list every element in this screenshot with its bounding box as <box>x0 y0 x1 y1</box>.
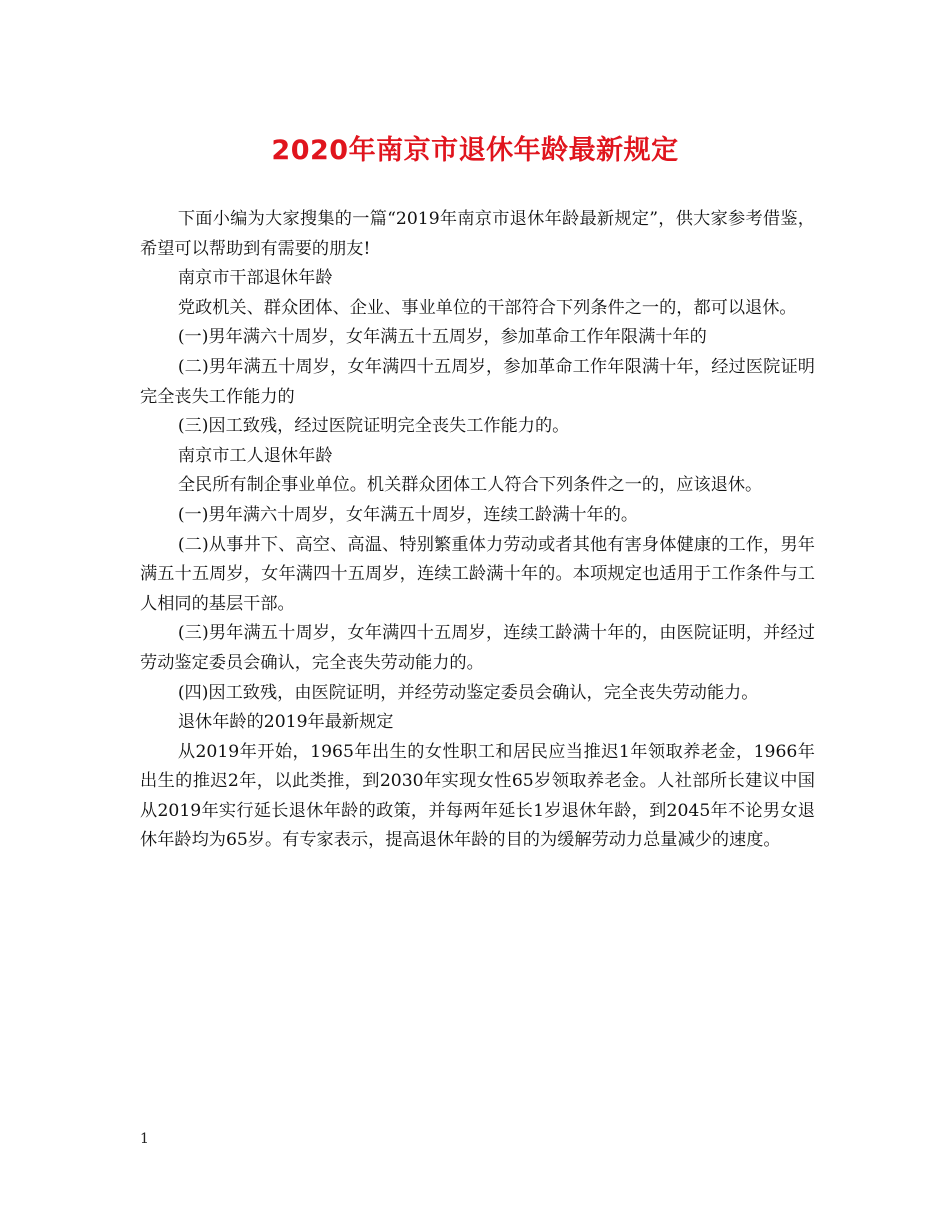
list-item: (四)因工致残，由医院证明，并经劳动鉴定委员会确认，完全丧失劳动能力。 <box>177 682 759 703</box>
list-item: (二)从事井下、高空、高温、特别繁重体力劳动或者其他有害身体健康的工作，男年满五十五周岁，女年满四十五周岁，连续工龄满十年的。本项规定也适用于工作条件与工人相同的基层干部。 <box>140 534 815 614</box>
paragraph: 从2019年开始，1965年出生的女性职工和居民应当推迟1年领取养老金，1966年出生的推迟2年，以此类推，到2030年实现女性65岁领取养老金。人社部所长建议中国从2019年实行延长退休年龄的政策，并每两年延长1岁退休年龄，到2045年不论男女退休年龄均为65岁。有专家表示，提高退休年龄的目的为缓解劳动力总量减少的速度。 <box>140 741 815 851</box>
section-heading-cadre: 南京市干部退休年龄 <box>177 268 333 289</box>
list-item: (一)男年满六十周岁，女年满五十五周岁，参加革命工作年限满十年的 <box>177 327 707 348</box>
intro-paragraph: 下面小编为大家搜集的一篇“2019年南京市退休年龄最新规定”，供大家参考借鉴，希望可以帮助到有需要的朋友! <box>140 209 815 259</box>
page-number: 1 <box>140 1131 149 1147</box>
list-item: (三)因工致残，经过医院证明完全丧失工作能力的。 <box>177 416 570 437</box>
document-title: 2020年南京市退休年龄最新规定 <box>271 135 679 166</box>
paragraph: 全民所有制企事业单位。机关群众团体工人符合下列条件之一的，应该退休。 <box>177 475 763 496</box>
document-body <box>140 205 815 856</box>
paragraph: 党政机关、群众团体、企业、事业单位的干部符合下列条件之一的，都可以退休。 <box>177 297 797 318</box>
list-item: (二)男年满五十周岁，女年满四十五周岁，参加革命工作年限满十年，经过医院证明完全丧失工作能力的 <box>140 356 815 407</box>
section-heading-2019: 退休年龄的2019年最新规定 <box>177 712 394 733</box>
list-item: (三)男年满五十周岁，女年满四十五周岁，连续工龄满十年的，由医院证明，并经过劳动鉴定委员会确认，完全丧失劳动能力的。 <box>140 623 815 673</box>
section-heading-worker: 南京市工人退休年龄 <box>177 445 333 466</box>
list-item: (一)男年满六十周岁，女年满五十周岁，连续工龄满十年的。 <box>177 504 639 525</box>
